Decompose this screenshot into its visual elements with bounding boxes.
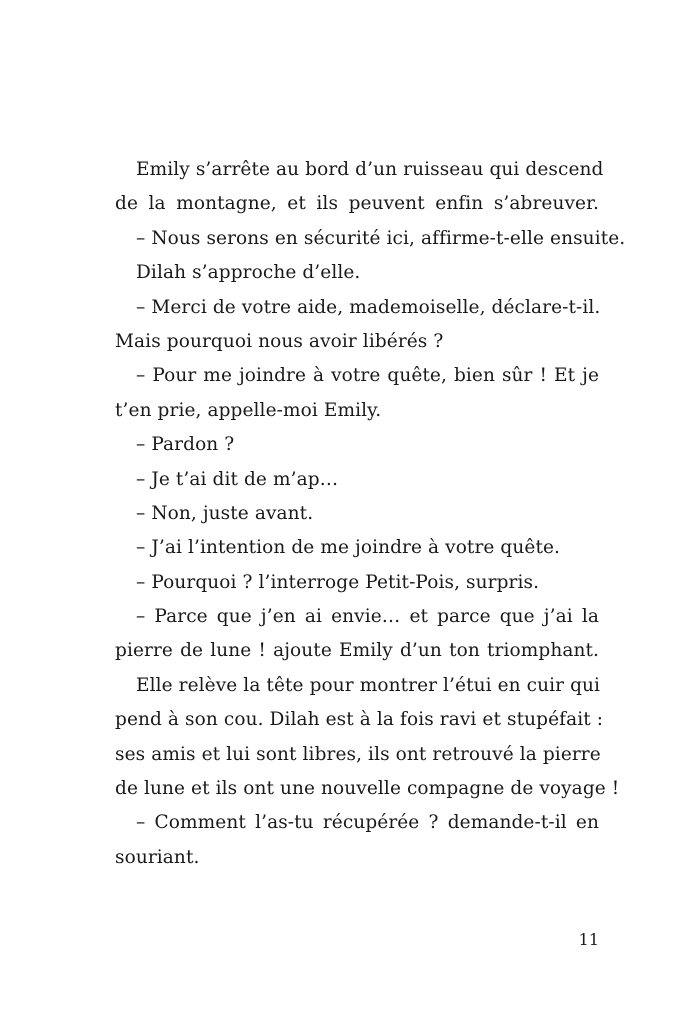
text-line: Mais pourquoi nous avoir libérés ? [115,330,444,352]
text-line: – Nous serons en sécurité ici, affirme-t-elle ensuite. [136,227,626,249]
text-line: – Merci de votre aide, mademoiselle, déclare-t-il. [136,296,601,318]
text-line: de la montagne, et ils peuvent enfin s’abreuver. [115,193,599,215]
text-line: – Je t’ai dit de m’ap… [136,468,339,490]
text-line: Emily s’arrête au bord d’un ruisseau qui descend [136,159,604,180]
text-line: – Non, juste avant. [136,502,314,524]
text-line: – Comment l’as-tu récupérée ? demande-t-il en [136,812,599,834]
text-line: Elle relève la tête pour montrer l’étui en cuir qui [136,674,601,696]
text-line: t’en prie, appelle-moi Emily. [115,399,382,421]
text-line: – Pardon ? [136,434,235,456]
body-text [115,153,626,875]
text-line: souriant. [115,846,200,868]
text-line: pend à son cou. Dilah est à la fois ravi et stupéfait : [115,709,604,731]
page-number: 11 [578,930,599,949]
text-line: – Pourquoi ? l’interroge Petit-Pois, surpris. [136,571,540,593]
text-line: – J’ai l’intention de me joindre à votre quête. [136,537,561,559]
text-line: de lune et ils ont une nouvelle compagne de voyage ! [115,778,620,800]
text-line: ses amis et lui sont libres, ils ont retrouvé la pierre [115,743,601,765]
text-line: Dilah s’approche d’elle. [136,262,361,284]
text-line: – Parce que j’en ai envie… et parce que j’ai la [136,606,599,628]
text-line: pierre de lune ! ajoute Emily d’un ton triomphant. [115,640,599,662]
text-line: – Pour me joindre à votre quête, bien sûr ! Et je [136,365,599,387]
